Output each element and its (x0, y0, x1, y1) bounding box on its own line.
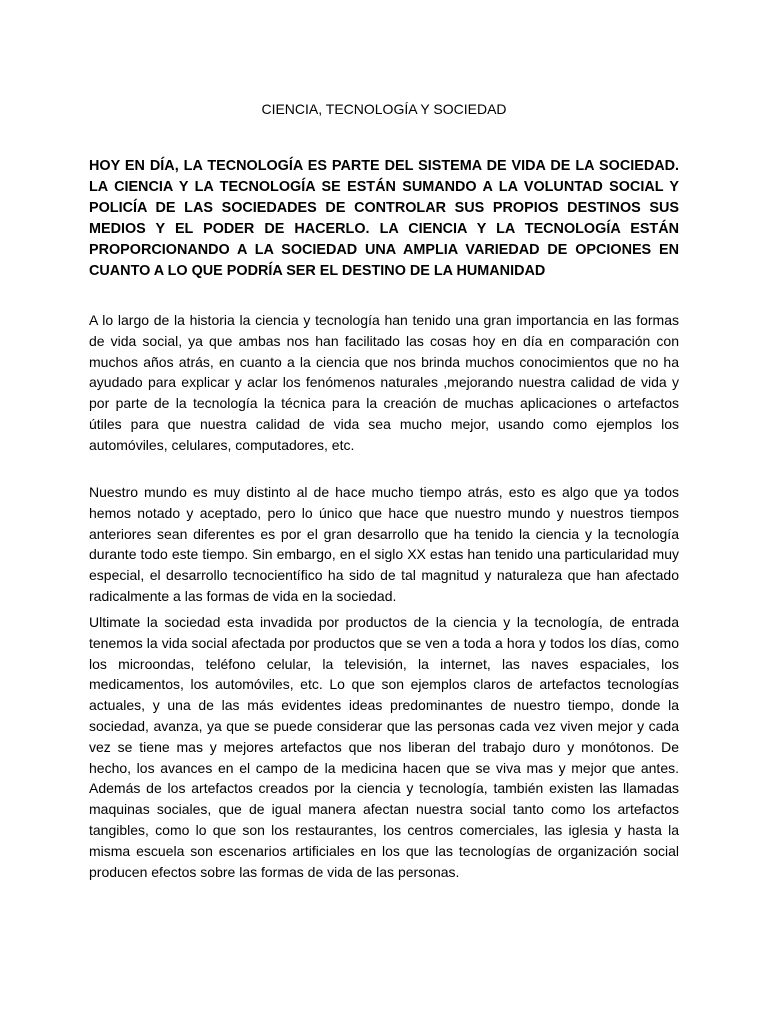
body-paragraph-1: A lo largo de la historia la ciencia y tecnología han tenido una gran importancia en las formas de vida social, ya que ambas nos han facilitado las cosas hoy en día en comparación con muchos años atrás, en cuanto a la ciencia que nos brinda muchos conocimientos que no ha ayudado para explicar y aclar los fenómenos naturales ,mejorando nuestra calidad de vida y por parte de la tecnología la técnica para la creación de muchas aplicaciones o artefactos útiles para que nuestra calidad de vida sea mucho mejor, usando como ejemplos los automóviles, celulares, computadores, etc. (89, 312, 679, 453)
document-title: CIENCIA, TECNOLOGÍA Y SOCIEDAD (261, 101, 507, 117)
body-paragraph-3: Ultimate la sociedad esta invadida por productos de la ciencia y la tecnología, de entrada tenemos la vida social afectada por productos que se ven a toda a hora y todos los días, como los microondas, teléfono celular, la televisión, la internet, las naves espaciales, los medicamentos, los automóviles, etc. Lo que son ejemplos claros de artefactos tecnologías actuales, y una de las más evidentes ideas predominantes de nuestro tiempo, donde la sociedad, avanza, ya que se puede considerar que las personas cada vez viven mejor y cada vez se tiene mas y mejores artefactos que nos liberan del trabajo duro y monótonos. De hecho, los avances en el campo de la medicina hacen que se viva mas y mejor que antes. Además de los artefactos creados por la ciencia y tecnología, también existen las llamadas maquinas sociales, que de igual manera afectan nuestra social tanto como los artefactos tangibles, como lo que son los restaurantes, los centros comerciales, las iglesia y hasta la misma escuela son escenarios artificiales en los que las tecnologías de organización social producen efectos sobre las formas de vida de las personas. (89, 614, 679, 880)
lead-paragraph: HOY EN DÍA, LA TECNOLOGÍA ES PARTE DEL SISTEMA DE VIDA DE LA SOCIEDAD. LA CIENCIA Y LA TECNOLOGÍA SE ESTÁN SUMANDO A LA VOLUNTAD SOCIAL Y POLICÍA DE LAS SOCIEDADES DE CONTROLAR SUS PROPIOS DESTINOS SUS MEDIOS Y EL PODER DE HACERLO. LA CIENCIA Y LA TECNOLOGÍA ESTÁN PROPORCIONANDO A LA SOCIEDAD UNA AMPLIA VARIEDAD DE OPCIONES EN CUANTO A LO QUE PODRÍA SER EL DESTINO DE LA HUMANIDAD (89, 158, 679, 279)
body-paragraph-2: Nuestro mundo es muy distinto al de hace mucho tiempo atrás, esto es algo que ya todos hemos notado y aceptado, pero lo único que hace que nuestro mundo y nuestros tiempos anteriores sean diferentes es por el gran desarrollo que ha tenido la ciencia y la tecnología durante todo este tiempo. Sin embargo, en el siglo XX estas han tenido una particularidad muy especial, el desarrollo tecnocientífico ha sido de tal magnitud y naturaleza que han afectado radicalmente a las formas de vida en la sociedad. (89, 484, 679, 604)
